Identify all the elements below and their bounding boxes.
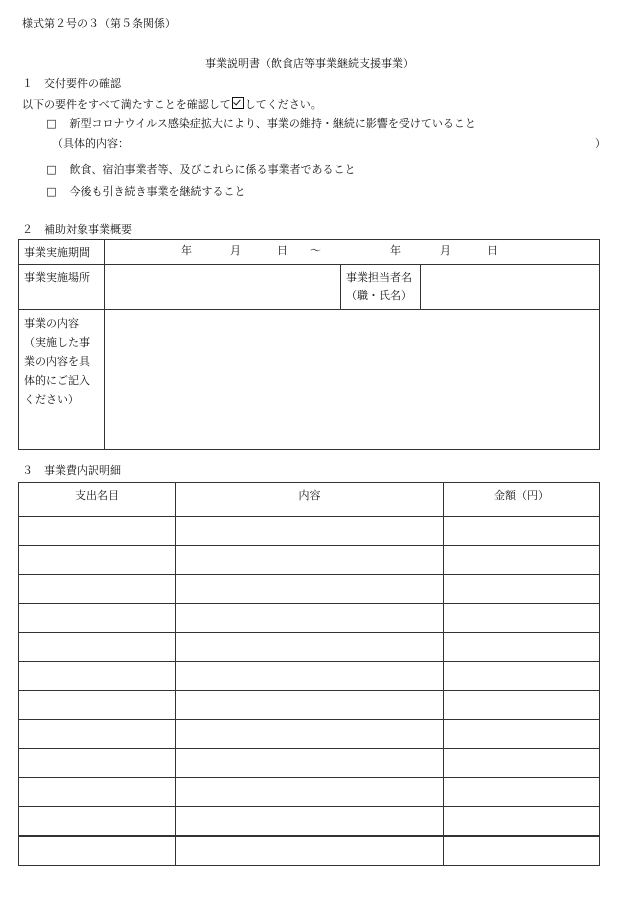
period-month2: 月 <box>440 244 451 257</box>
content-label-line: 体的にご記入 <box>24 374 90 387</box>
project-overview-table <box>18 239 600 450</box>
instruction-text-before: 以下の要件をすべて満たすことを確認して <box>22 98 231 111</box>
expense-amount-cell[interactable] <box>444 633 600 662</box>
manager-label-line2: （職・氏名） <box>346 289 412 302</box>
page-title: 事業説明書（飲食店等事業継続支援事業） <box>205 57 414 70</box>
detail-input[interactable] <box>150 136 590 150</box>
expense-table <box>18 482 600 866</box>
expense-content-cell[interactable] <box>176 778 444 807</box>
expense-content-cell[interactable] <box>176 807 444 837</box>
expense-item-cell[interactable] <box>19 633 176 662</box>
requirement-label-1: 新型コロナウイルス感染症拡大により、事業の維持・継続に影響を受けていること <box>69 117 476 130</box>
expense-item-cell[interactable] <box>19 807 176 837</box>
expense-content-cell[interactable] <box>176 575 444 604</box>
expense-content-cell[interactable] <box>176 836 444 866</box>
expense-amount-cell[interactable] <box>444 807 600 837</box>
expense-body <box>19 517 600 866</box>
period-label: 事業実施期間 <box>19 240 105 265</box>
content-label-line: ください） <box>24 393 79 406</box>
period-month1: 月 <box>230 244 241 257</box>
expense-row <box>19 691 600 720</box>
expense-content-cell[interactable] <box>176 604 444 633</box>
checkbox-2[interactable]: □ <box>46 163 57 176</box>
place-row <box>19 265 600 310</box>
expense-row <box>19 633 600 662</box>
expense-content-cell[interactable] <box>176 749 444 778</box>
content-label-line: 業の内容を具 <box>24 355 90 368</box>
detail-label: （具体的内容： <box>52 137 129 150</box>
expense-item-cell[interactable] <box>19 604 176 633</box>
expense-row <box>19 517 600 546</box>
section1-heading: １ 交付要件の確認 <box>22 77 121 90</box>
expense-item-cell[interactable] <box>19 836 176 866</box>
checkbox-1[interactable]: □ <box>46 117 57 130</box>
period-tilde: ～ <box>310 244 321 257</box>
form-number: 様式第２号の３（第５条関係） <box>22 17 176 30</box>
content-label-line: （実施した事 <box>24 336 90 349</box>
period-day2: 日 <box>487 244 498 257</box>
expense-row <box>19 807 600 837</box>
period-day1: 日 <box>277 244 288 257</box>
expense-amount-cell[interactable] <box>444 691 600 720</box>
expense-item-cell[interactable] <box>19 778 176 807</box>
section2-heading: ２ 補助対象事業概要 <box>22 223 132 236</box>
expense-item-cell[interactable] <box>19 575 176 604</box>
expense-item-cell[interactable] <box>19 720 176 749</box>
column-header-amount: 金額（円） <box>444 483 600 517</box>
period-year1: 年 <box>181 244 192 257</box>
expense-amount-cell[interactable] <box>444 662 600 691</box>
requirement-item-2 <box>46 164 356 175</box>
requirement-item-1 <box>46 118 476 129</box>
content-label-line: 事業の内容 <box>24 317 79 330</box>
content-field[interactable] <box>105 310 600 450</box>
expense-content-cell[interactable] <box>176 546 444 575</box>
expense-content-cell[interactable] <box>176 691 444 720</box>
requirement-label-2: 飲食、宿泊事業者等、及びこれらに係る事業者であること <box>69 163 356 176</box>
expense-item-cell[interactable] <box>19 662 176 691</box>
instruction-text-after: してください。 <box>244 98 322 111</box>
expense-item-cell[interactable] <box>19 691 176 720</box>
expense-amount-cell[interactable] <box>444 778 600 807</box>
expense-item-cell[interactable] <box>19 546 176 575</box>
expense-content-cell[interactable] <box>176 662 444 691</box>
manager-label <box>341 265 421 310</box>
period-row <box>19 240 600 265</box>
expense-amount-cell[interactable] <box>444 749 600 778</box>
expense-row <box>19 836 600 866</box>
expense-row <box>19 604 600 633</box>
expense-row <box>19 575 600 604</box>
section1-instruction <box>22 97 322 110</box>
column-header-item: 支出名目 <box>19 483 176 517</box>
manager-field[interactable] <box>421 265 600 310</box>
expense-content-cell[interactable] <box>176 517 444 546</box>
expense-content-cell[interactable] <box>176 633 444 662</box>
expense-row <box>19 546 600 575</box>
place-field[interactable] <box>105 265 341 310</box>
column-header-content: 内容 <box>176 483 444 517</box>
checkmark-icon <box>232 97 244 109</box>
expense-content-cell[interactable] <box>176 720 444 749</box>
content-row <box>19 310 600 450</box>
expense-amount-cell[interactable] <box>444 575 600 604</box>
expense-row <box>19 720 600 749</box>
section3-heading: ３ 事業費内訳明細 <box>22 464 121 477</box>
expense-row <box>19 749 600 778</box>
expense-header-row <box>19 483 600 517</box>
manager-label-line1: 事業担当者名 <box>346 271 412 284</box>
expense-amount-cell[interactable] <box>444 836 600 866</box>
period-field[interactable] <box>105 240 600 265</box>
detail-close: ） <box>595 137 606 150</box>
requirement-item-3 <box>46 186 246 197</box>
place-label: 事業実施場所 <box>19 265 105 310</box>
period-year2: 年 <box>390 244 401 257</box>
expense-item-cell[interactable] <box>19 517 176 546</box>
expense-item-cell[interactable] <box>19 749 176 778</box>
expense-amount-cell[interactable] <box>444 517 600 546</box>
expense-amount-cell[interactable] <box>444 546 600 575</box>
requirement-label-3: 今後も引き続き事業を継続すること <box>69 185 246 198</box>
content-label <box>19 310 105 450</box>
expense-row <box>19 662 600 691</box>
expense-amount-cell[interactable] <box>444 604 600 633</box>
checkbox-3[interactable]: □ <box>46 185 57 198</box>
expense-amount-cell[interactable] <box>444 720 600 749</box>
expense-row <box>19 778 600 807</box>
